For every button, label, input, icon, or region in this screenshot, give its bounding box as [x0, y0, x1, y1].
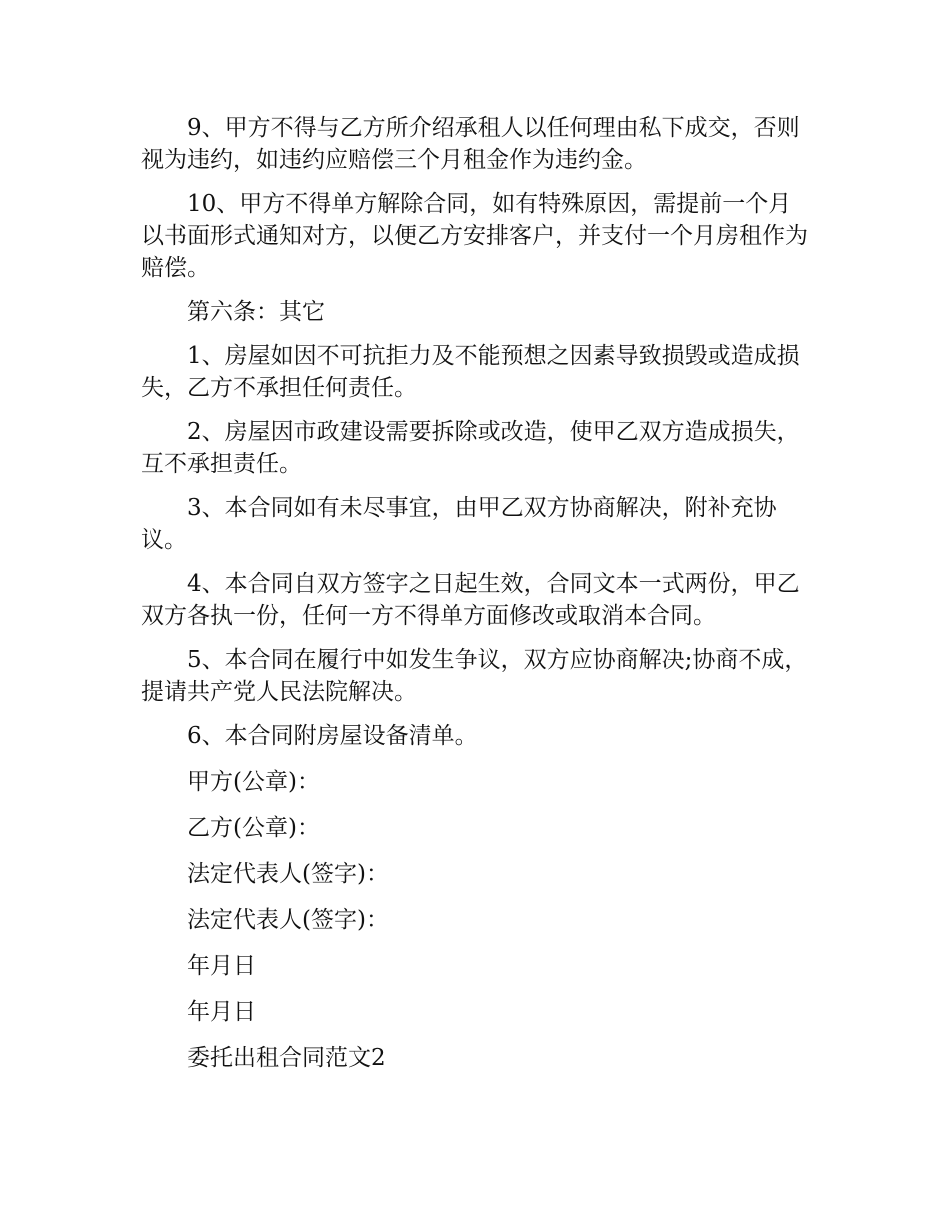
date-line-a: 年月日	[187, 953, 256, 979]
date-line-b: 年月日	[187, 999, 256, 1025]
next-document-title: 委托出租合同范文2	[187, 1045, 386, 1071]
section-heading-article-6: 第六条：其它	[187, 299, 325, 325]
party-a-seal-line: 甲方(公章)：	[187, 769, 320, 795]
article-6-item-4: 4、本合同自双方签字之日起生效，合同文本一式两份，甲乙双方各执一份，任何一方不得单方面修改或取消本合同。	[141, 571, 800, 629]
party-b-seal-line: 乙方(公章)：	[187, 815, 320, 841]
legal-rep-signature-line-a: 法定代表人(签字)：	[187, 861, 389, 887]
clause-9: 9、甲方不得与乙方所介绍承租人以任何理由私下成交，否则视为违约，如违约应赔偿三个月租金作为违约金。	[141, 115, 800, 173]
article-6-item-3: 3、本合同如有未尽事宜，由甲乙双方协商解决，附补充协议。	[141, 495, 777, 553]
document-body	[141, 112, 813, 1088]
article-6-item-5: 5、本合同在履行中如发生争议，双方应协商解决;协商不成，提请共产党人民法院解决。	[141, 647, 808, 705]
clause-10: 10、甲方不得单方解除合同，如有特殊原因，需提前一个月以书面形式通知对方，以便乙方安排客户，并支付一个月房租作为赔偿。	[141, 191, 808, 281]
article-6-item-1: 1、房屋如因不可抗拒力及不能预想之因素导致损毁或造成损失，乙方不承担任何责任。	[141, 343, 800, 401]
legal-rep-signature-line-b: 法定代表人(签字)：	[187, 907, 389, 933]
article-6-item-2: 2、房屋因市政建设需要拆除或改造，使甲乙双方造成损失，互不承担责任。	[141, 419, 800, 477]
article-6-item-6: 6、本合同附房屋设备清单。	[187, 723, 478, 749]
